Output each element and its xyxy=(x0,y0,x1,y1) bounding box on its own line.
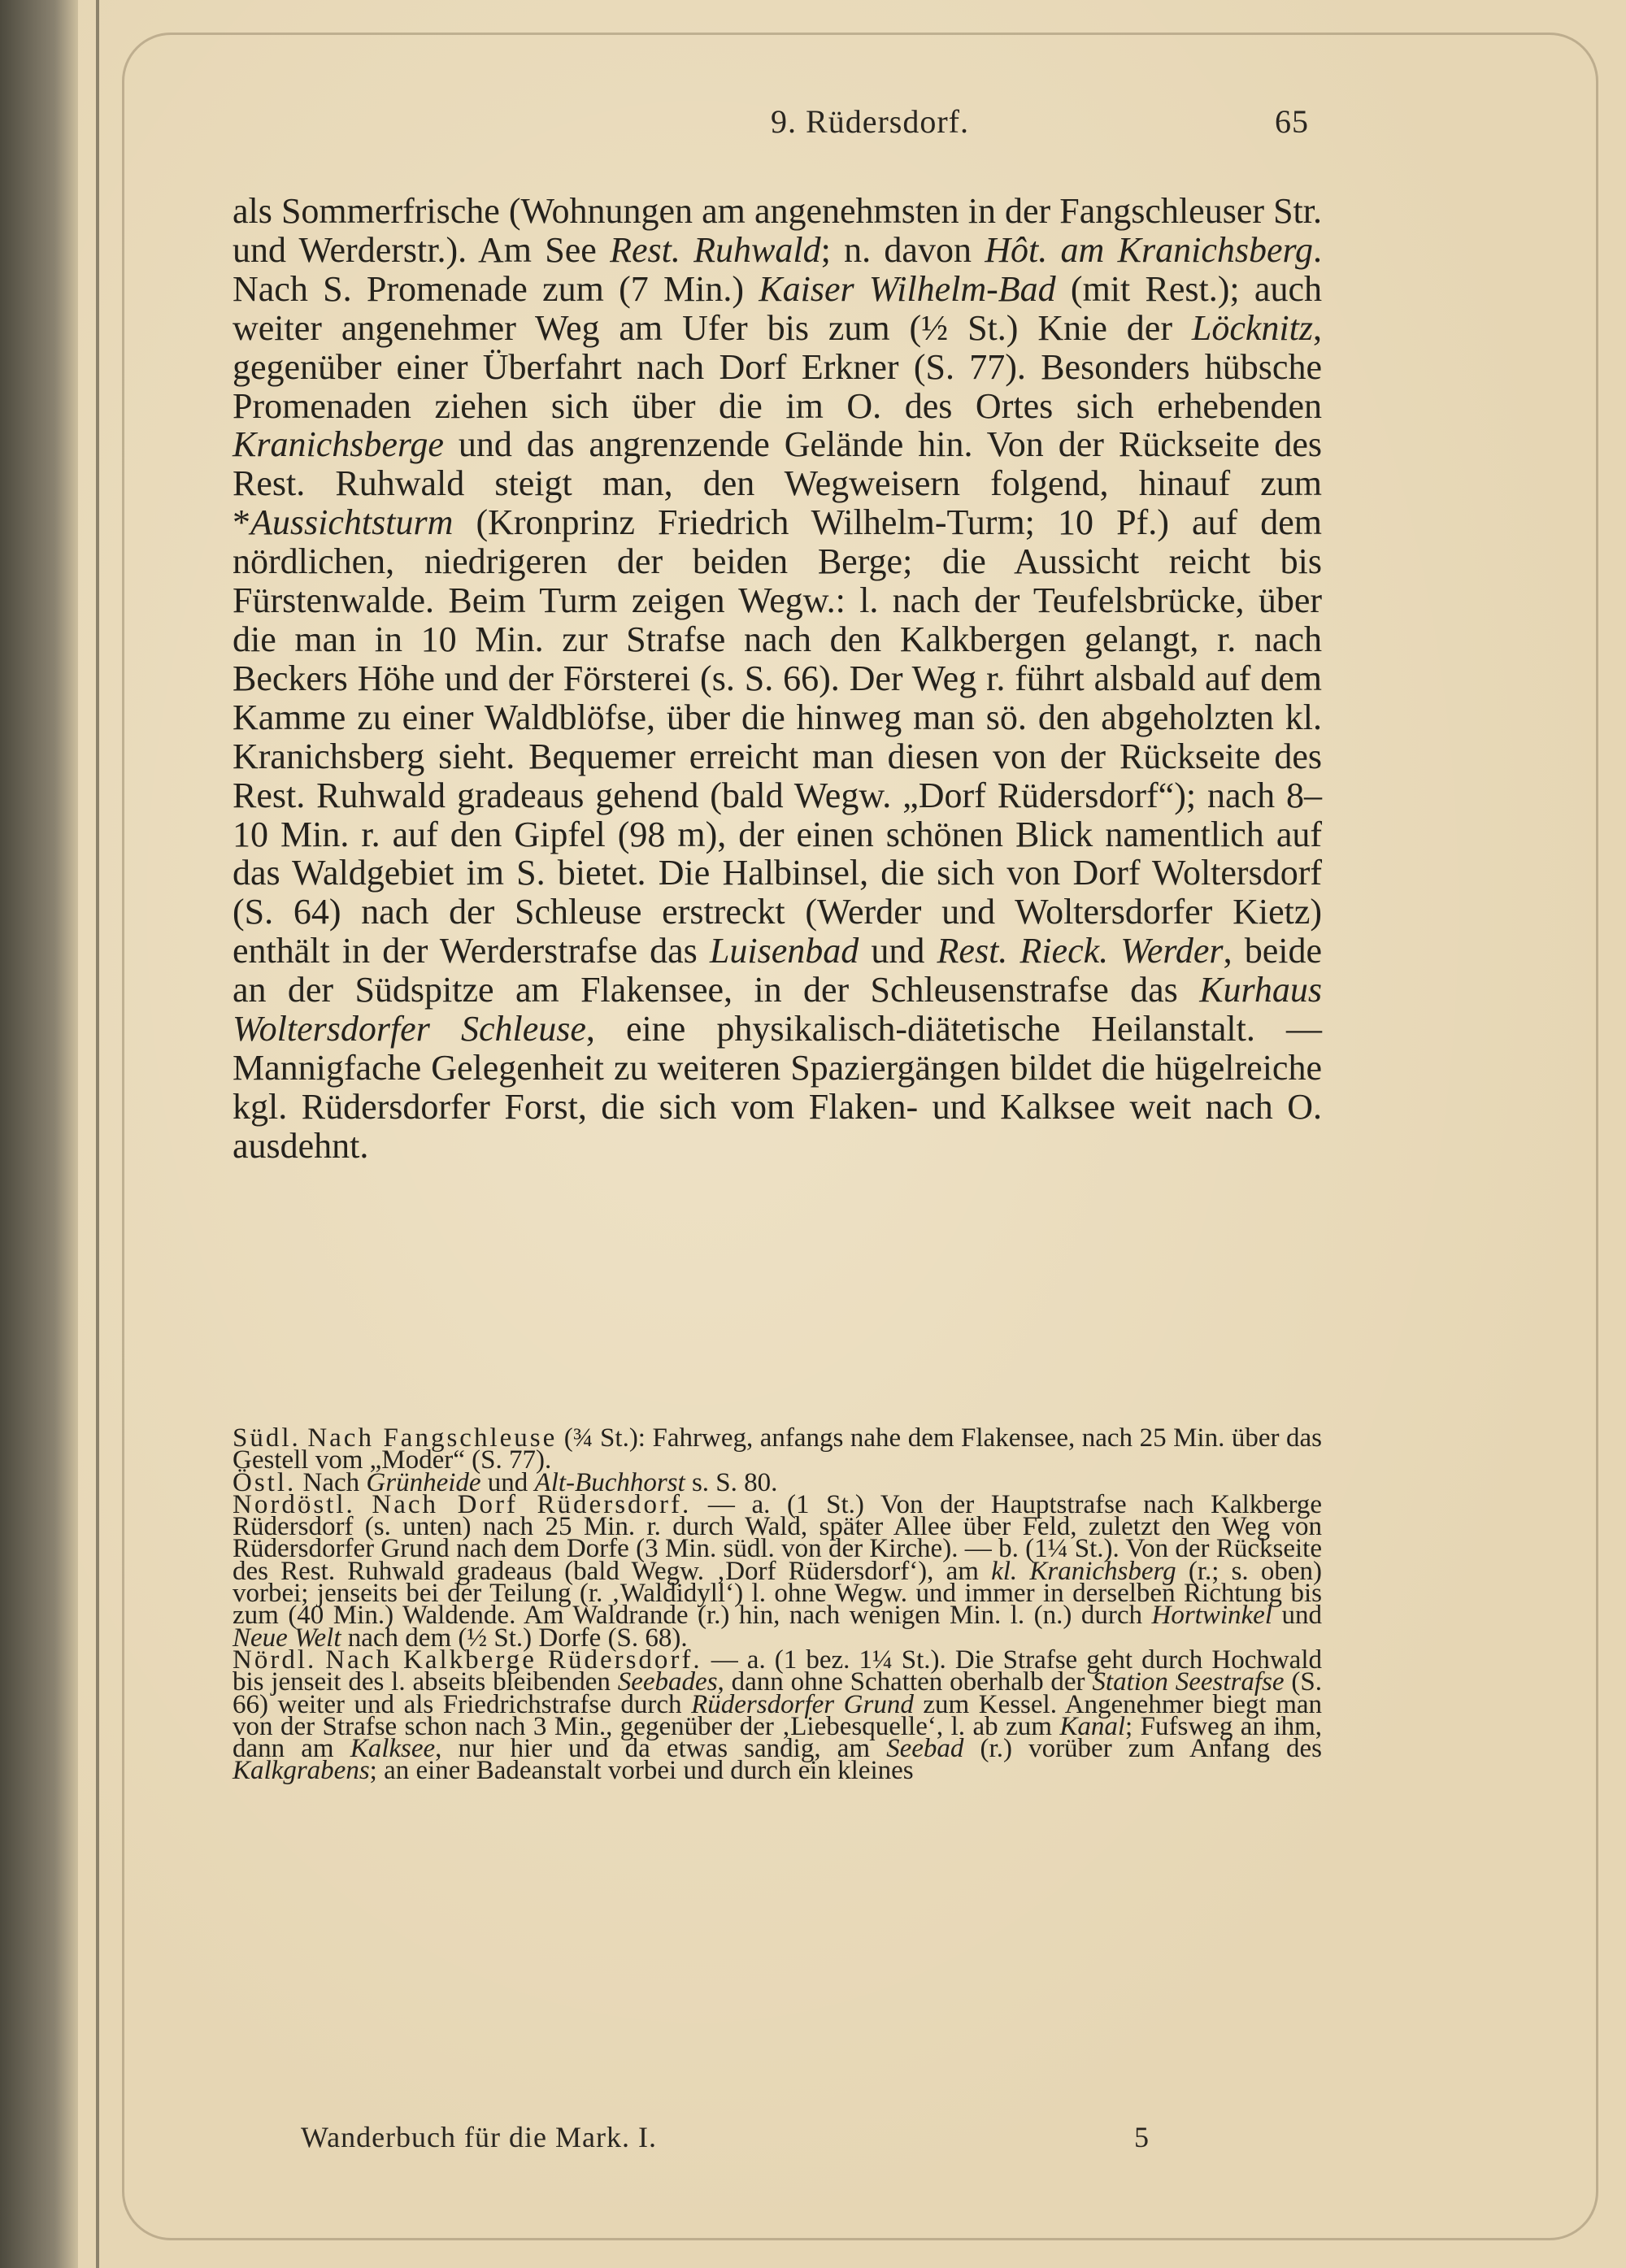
italic-place: Alt-Buchhorst xyxy=(534,1467,685,1497)
text-segment: ; n. davon xyxy=(820,229,985,270)
italic-place: Kalksee xyxy=(350,1734,436,1764)
route-name: Nach Dorf Rüdersdorf. xyxy=(372,1489,692,1519)
route-label: Östl. xyxy=(233,1467,297,1497)
route-notes xyxy=(233,1423,1323,1786)
italic-place: Rüdersdorfer Grund xyxy=(691,1689,914,1719)
route-text: , nur hier und da etwas sandig, am xyxy=(435,1734,887,1764)
text-segment: . Nach S. Promenade zum (7 Min.) xyxy=(233,229,1322,309)
italic-place: Grünheide xyxy=(366,1467,481,1497)
text-segment: , beide an der Südspitze am Flakensee, in der Schleusenstrafse das xyxy=(233,931,1322,1010)
text-segment: , eine physikalisch-diätetische Heilanstalt. — Mannigfache Gelegenheit zu weiteren Spaziergängen bildet die hügelreiche kgl. Rüdersdorfer Forst, die sich vom Flaken- und Kalksee weit nach O. ausdehnt. xyxy=(233,1009,1322,1166)
italic-place: Station Seestrafse xyxy=(1092,1667,1285,1697)
route-text: ; Fufsweg an ihm, dann am xyxy=(233,1711,1322,1764)
italic-place: Neue Welt xyxy=(233,1623,341,1653)
text-segment: und xyxy=(859,931,937,971)
text-segment: als Sommerfrische (Wohnungen am angenehmsten in der Fangschleuser Str. und Werderstr.). Am See xyxy=(233,191,1322,270)
italic-place: Rest. Rieck. Werder xyxy=(937,931,1224,971)
text-segment: (Kronprinz Friedrich Wilhelm-Turm; 10 Pf.) auf dem nördlichen, niedrigeren der beiden Berge; die Aussicht reicht bis Fürstenwalde. Beim Turm zeigen Wegw.: l. nach der Teufelsbrücke, über die man in 10 Min. zur Strafse nach den Kalkbergen gelangt, r. nach Beckers Höhe und der Försterei (s. S. 66). Der Weg r. führt alsbald auf dem Kamme zu einer Waldblöfse, über die hinweg man sö. den abgeholzten kl. Kranichsberg sieht. Bequemer erreicht man diesen von der Rückseite des Rest. Ruhwald gradeaus gehend (bald Wegw. „Dorf Rüdersdorf“); nach 8–10 Min. r. auf den Gipfel (98 m), der einen schönen Blick namentlich auf das Waldgebiet im S. bietet. Die Halbinsel, die sich von Dorf Woltersdorf (S. 64) nach der Schleuse erstreckt (Werder und Woltersdorfer Kietz) enthält in der Werderstrafse das xyxy=(233,502,1322,971)
scan-background-left xyxy=(0,0,78,2268)
route-text: ; an einer Badeanstalt vorbei und durch ein kleines xyxy=(369,1756,914,1786)
page-edge-line xyxy=(96,0,99,2268)
chapter-title: 9. Rüdersdorf. xyxy=(771,103,969,140)
italic-place: Hôt. am Kranichsberg xyxy=(985,229,1313,270)
route-text: und xyxy=(1272,1601,1322,1631)
route-south xyxy=(233,1423,1323,1475)
italic-place: kl. Kranichsberg xyxy=(991,1556,1176,1586)
main-paragraph xyxy=(233,192,1322,1166)
route-text: (¾ St.): Fahrweg, anfangs nahe dem Flakensee, nach 25 Min. über das Gestell vom „Moder“ (S. 77). xyxy=(233,1423,1323,1475)
route-text: — a. (1 bez. 1¼ St.). Die Strafse geht durch Hochwald bis jenseit des l. abseits bleibenden xyxy=(233,1645,1322,1697)
footer-signature: 5 xyxy=(1134,2121,1149,2153)
italic-place: Kalkgrabens xyxy=(233,1756,370,1786)
italic-place: Rest. Ruhwald xyxy=(610,229,821,270)
route-name: Nach Kalkberge Rüdersdorf. xyxy=(325,1645,702,1675)
route-northeast xyxy=(233,1489,1322,1653)
italic-place: Seebades xyxy=(617,1667,718,1697)
italic-place: Seebad xyxy=(886,1734,964,1764)
italic-place: Kanal xyxy=(1059,1711,1126,1741)
italic-place: Luisenbad xyxy=(709,931,859,971)
footer-book-title: Wanderbuch für die Mark. I. xyxy=(301,2121,657,2153)
route-text: (r.) vorüber zum Anfang des xyxy=(963,1734,1322,1764)
route-text: — a. (1 St.) Von der Hauptstrafse nach Kalkberge Rüdersdorf (s. unten) nach 25 Min. r. durch Wald, später Allee über Feld, zuletzt den Weg von Rüdersdorfer Grund nach dem Dorfe (3 Min. südl. von der Kirche). — b. (1¼ St.). Von der Rückseite des Rest. Ruhwald gradeaus (bald Wegw. ‚Dorf Rüdersdorf‘), am xyxy=(233,1489,1322,1586)
route-text: nach dem (½ St.) Dorfe (S. 68). xyxy=(341,1623,688,1653)
route-text: , dann ohne Schatten oberhalb der xyxy=(717,1667,1093,1697)
route-text: (r.; s. oben) vorbei; jenseits bei der Teilung (r. ‚Waldidyll‘) l. ohne Wegw. und immer in derselben Richtung bis zum (40 Min.) Waldende. Am Waldrande (r.) hin, nach wenigen Min. l. (n.) durch xyxy=(233,1556,1322,1631)
italic-place: Kaiser Wilhelm-Bad xyxy=(759,268,1056,309)
italic-place: Aussichtsturm xyxy=(250,502,454,543)
route-text: (S. 66) weiter und als Friedrichstrafse durch xyxy=(233,1667,1323,1719)
main-text xyxy=(233,192,1322,1166)
text-segment: und das angrenzende Gelände hin. Von der Rückseite des Rest. Ruhwald steigt man, den Wegweisern folgend, hinauf zum * xyxy=(233,424,1322,543)
page-number: 65 xyxy=(1275,103,1309,140)
route-text: s. S. 80. xyxy=(685,1467,778,1497)
route-text: und xyxy=(480,1467,535,1497)
text-segment: (mit Rest.); auch weiter angenehmer Weg am Ufer bis zum (½ St.) Knie der xyxy=(233,268,1322,348)
route-label: Nördl. xyxy=(233,1645,317,1675)
route-label: Südl. xyxy=(233,1423,301,1453)
italic-place: Hortwinkel xyxy=(1151,1601,1272,1631)
route-text: Nach xyxy=(296,1467,367,1497)
route-label: Nordöstl. xyxy=(233,1489,355,1519)
route-text: zum Kessel. Angenehmer biegt man von der Strafse schon nach 3 Min., gegenüber der ‚Liebesquelle‘, l. ab zum xyxy=(233,1689,1323,1741)
route-north xyxy=(233,1645,1323,1786)
text-segment: , gegenüber einer Überfahrt nach Dorf Erkner (S. 77). Besonders hübsche Promenaden ziehen sich über die im O. des Ortes sich erhebenden xyxy=(233,307,1322,426)
italic-place: Kranichsberge xyxy=(233,424,444,465)
route-name: Nach Fangschleuse xyxy=(307,1423,558,1453)
italic-place: Löcknitz xyxy=(1191,307,1313,348)
italic-place: Kurhaus Woltersdorfer Schleuse xyxy=(233,970,1322,1049)
